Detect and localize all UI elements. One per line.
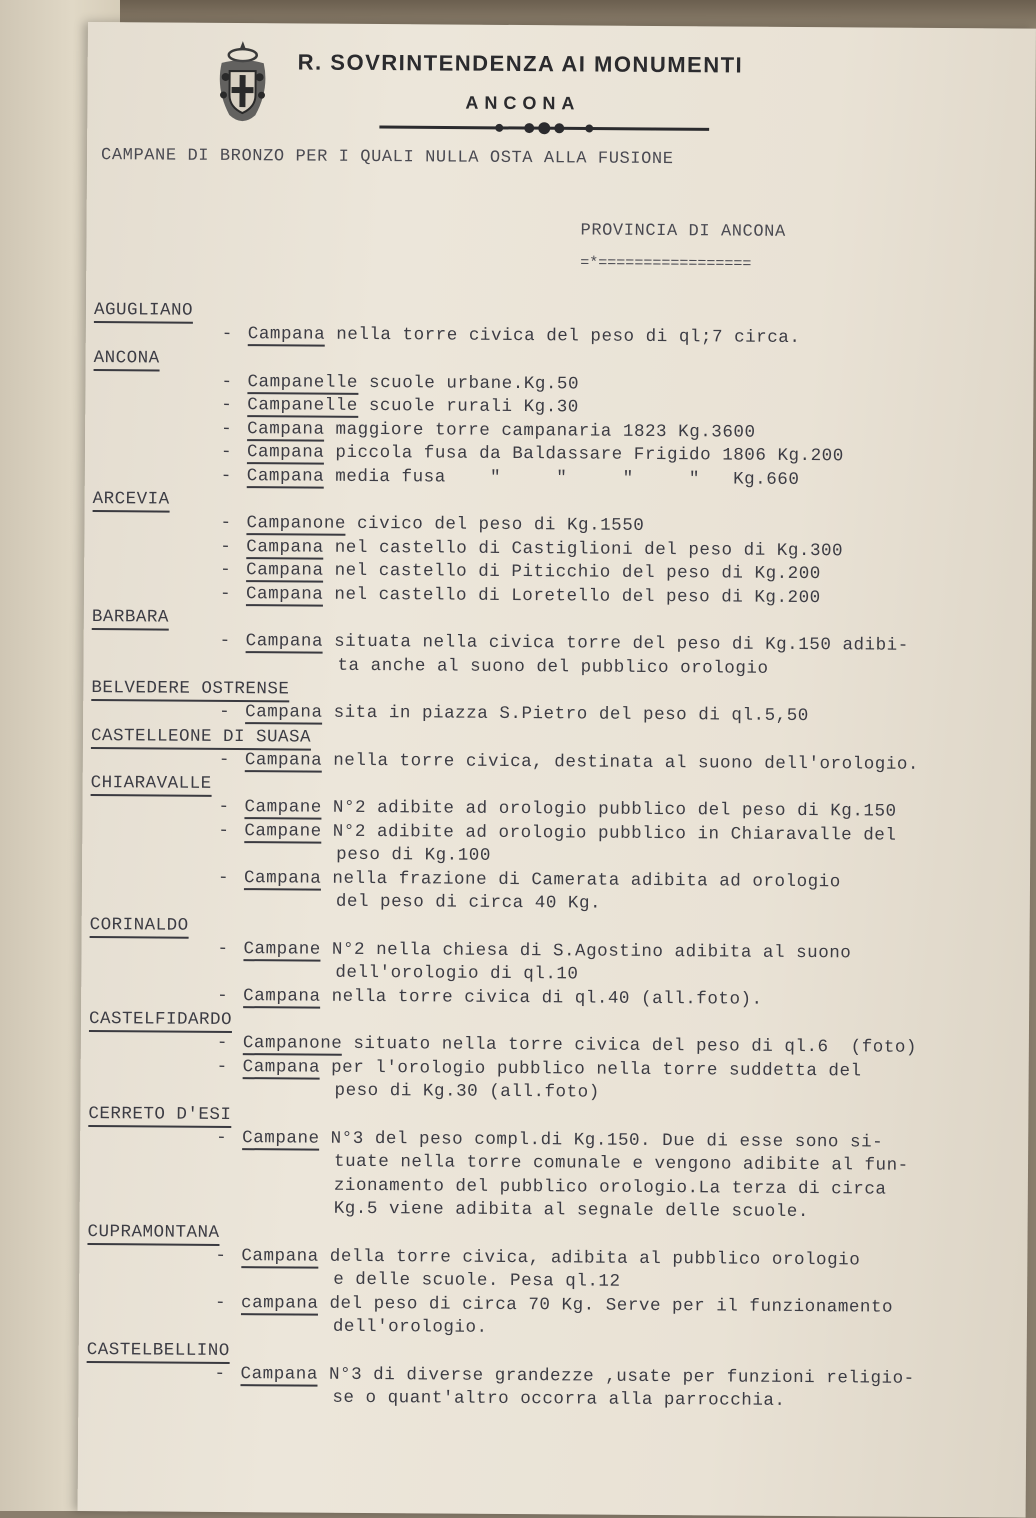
bell-keyword: Campanone [242,1033,343,1054]
item-continuation: dell'orologio. [332,1316,488,1338]
item-description: civico del peso di Kg.1550 [345,513,645,536]
town-name-text: CHIARAVALLE [91,773,212,797]
item-body [241,1245,860,1273]
town-name-text: CERRETO D'ESI [88,1104,231,1128]
item-description: N°2 adibite ad orologio pubblico in Chiaravalle del [321,821,897,846]
item-body [243,985,763,1012]
item-body [240,1363,914,1391]
item-description: della torre civica, adibita al pubblico orologio [318,1246,861,1270]
item-body [241,1292,893,1320]
town-name-text: CASTELLEONE DI SUASA [91,726,311,751]
item-body [246,630,909,658]
bell-keyword: Campana [246,465,325,487]
item-dash: - [217,938,229,959]
item-description: situata nella civica torre del peso di Kg.150 adibi- [322,631,909,656]
item-continuation: zionamento del pubblico orologio.La terza di circa [333,1175,887,1200]
item-description: maggiore torre campanaria 1823 Kg.3600 [324,419,756,443]
item-description: media fusa " " " " Kg.660 [324,466,800,490]
item-dash: - [219,701,231,723]
item-dash: - [221,418,233,439]
item-body [246,512,644,538]
town-name-text: CASTELBELLINO [87,1340,230,1364]
item-body [243,938,851,966]
item-dash: - [220,559,232,581]
bell-keyword: Campana [243,867,322,889]
document-title: CAMPANE DI BRONZO PER I QUALI NULLA OSTA ALLA FUSIONE [101,146,674,170]
document-sheet [78,22,1036,1518]
item-description: nella torre civica del peso di ql;7 circa. [325,324,801,348]
bell-keyword: Campanelle [247,395,358,416]
item-dash: - [220,536,232,557]
town-name-text: BARBARA [92,607,169,631]
item-description: N°2 nella chiesa di S.Agostino adibita al suono [320,939,852,963]
item-dash: - [215,1245,227,1266]
item-continuation: dell'orologio di ql.10 [335,962,579,985]
item-description: del peso di circa 70 Kg. Serve per il funzionamento [318,1293,894,1318]
item-body [245,701,809,728]
item-body [244,820,896,848]
bell-keyword: Campana [242,1056,321,1078]
town-name-text: CORINALDO [90,915,189,939]
item-body [242,1127,883,1155]
bell-keyword: Campane [244,820,322,842]
item-dash: - [218,749,230,770]
province-rule: =*================= [580,254,752,273]
item-description: N°2 adibite ad orologio pubblico del peso di Kg.150 [321,797,897,822]
item-dash: - [221,323,233,345]
item-dash: - [220,441,233,463]
item-dash: - [214,1292,227,1313]
item-description: piccola fusa da Baldassare Frigido 1806 Kg.200 [324,442,844,467]
bell-keyword: campana [240,1292,319,1314]
item-body [247,465,800,492]
item-continuation: e delle scuole. Pesa ql.12 [333,1269,621,1292]
item-body [247,418,756,445]
item-body [247,371,579,397]
bell-keyword: Campana [243,985,321,1007]
bell-keyword: Campane [242,1127,320,1149]
item-description: scuole urbane.Kg.50 [357,372,580,394]
item-description: situato nella torre civica del peso di ql.6 (foto) [342,1033,918,1058]
item-body [244,867,841,895]
town-name-text: ARCEVIA [93,489,170,513]
item-body [246,583,821,611]
item-description: sita in piazza S.Pietro del peso di ql.5,50 [322,702,809,727]
office-header: R. SOVRINTENDENZA AI MONUMENTI [297,49,744,78]
item-dash: - [216,1032,229,1054]
item-continuation: tuate nella torre comunale e vengono adibite al fun- [333,1151,909,1176]
town-name-text: ANCONA [94,348,160,371]
bell-keyword: Campanelle [247,371,359,393]
item-dash: - [220,465,232,486]
bell-keyword: Campanone [246,513,347,534]
item-description: nella torre civica di ql.40 (all.foto). [320,986,763,1010]
town-name-text: CASTELFIDARDO [89,1009,232,1033]
item-body [243,1056,862,1084]
item-dash: - [218,820,230,841]
item-dash: - [218,796,230,818]
item-continuation: se o quant'altro occorra alla parrocchia. [332,1387,786,1411]
bell-keyword: Campane [243,938,321,960]
bell-keyword: Campane [244,797,322,818]
item-body [248,323,801,350]
item-dash: - [219,583,232,604]
item-description: nel castello di Loretello del peso di Kg.200 [323,584,821,608]
item-dash: - [217,985,229,1006]
province-heading: PROVINCIA DI ANCONA [580,221,786,242]
item-continuation: Kg.5 viene adibita al segnale delle scuole. [333,1198,810,1223]
item-dash: - [217,867,230,888]
bell-keyword: Campana [240,1363,319,1385]
item-description: N°3 del peso compl.di Kg.150. Due di esse sono si- [319,1128,884,1153]
bell-keyword: Campana [246,536,324,558]
item-body [247,394,579,420]
town-name-text: AGUGLIANO [94,300,193,324]
bell-keyword: Campana [245,583,324,605]
item-description: nel castello di Castiglioni del peso di Kg.300 [323,537,844,561]
item-dash: - [216,1056,228,1077]
bell-keyword: Campana [246,442,325,463]
town-name-text: CUPRAMONTANA [87,1222,219,1246]
item-dash: - [214,1363,226,1384]
savoy-crest-icon [209,37,276,129]
item-description: per l'orologio pubblico nella torre suddetta del [320,1057,862,1081]
bell-keyword: Campana [245,631,324,652]
item-continuation: del peso di circa 40 Kg. [335,891,602,914]
city-header: ANCONA [465,92,581,114]
item-description: nella torre civica, destinata al suono dell'orologio. [322,750,920,775]
item-continuation: peso di Kg.100 [336,844,491,866]
item-description: scuole rurali Kg.30 [357,395,579,418]
bell-keyword: Campana [244,749,323,771]
item-dash: - [221,371,233,392]
item-dash: - [221,394,233,416]
town-name-text: BELVEDERE OSTRENSE [91,678,289,702]
item-description: N°3 di diverse grandezze ,usate per funzioni religio- [317,1364,915,1389]
ornament-divider-icon [379,120,709,136]
item-dash: - [219,630,231,652]
item-description: nel castello di Piticchio del peso di Kg.200 [323,560,821,585]
bell-keyword: Campana [245,702,323,723]
item-dash: - [216,1127,228,1148]
bell-keyword: Campana [241,1245,319,1267]
item-description: nella frazione di Camerata adibita ad orologio [321,868,841,892]
bell-keyword: Campana [246,560,324,581]
item-continuation: peso di Kg.30 (all.foto) [334,1080,600,1103]
item-body [245,749,919,777]
bell-keyword: Campana [247,324,326,345]
item-continuation: ta anche al suono del pubblico orologio [337,655,769,679]
item-dash: - [220,512,232,534]
bell-list [86,298,1024,1415]
bell-keyword: Campana [247,418,325,440]
